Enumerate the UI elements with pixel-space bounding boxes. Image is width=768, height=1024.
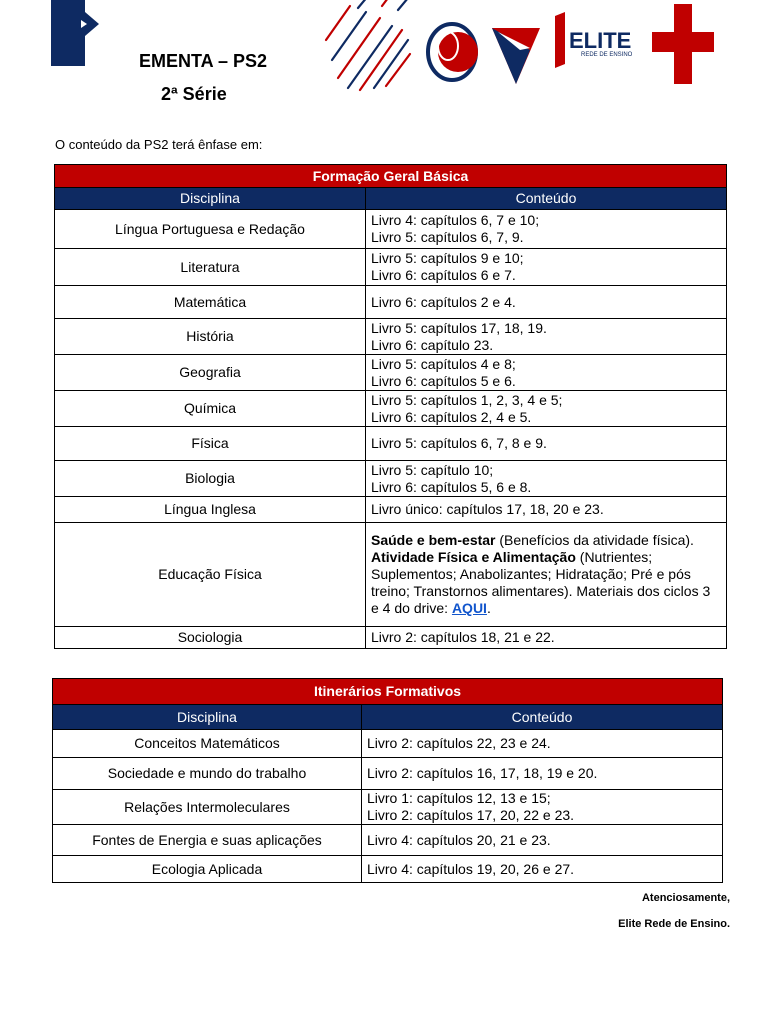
content-line: Livro 6: capítulos 5, 6 e 8. <box>371 478 532 495</box>
formacao-geral-table <box>54 164 727 649</box>
content-cell <box>366 319 727 355</box>
content-line: Livro 4: capítulos 6, 7 e 10; <box>371 212 540 228</box>
content-cell <box>366 427 727 461</box>
content-cell <box>366 461 727 497</box>
content-line: Livro 5: capítulo 10; <box>371 461 494 478</box>
content-cell <box>366 286 727 319</box>
content-line: Livro único: capítulos 17, 18, 20 e 23. <box>371 501 604 517</box>
content-cell <box>362 730 723 758</box>
table-row <box>55 319 727 355</box>
content-line: Livro 6: capítulo 23. <box>371 336 494 353</box>
content-line: Livro 4: capítulos 19, 20, 26 e 27. <box>367 860 575 877</box>
discipline-cell: Relações Intermoleculares <box>53 790 362 825</box>
discipline-cell: Química <box>55 391 366 427</box>
content-cell <box>366 355 727 391</box>
content-cell <box>362 790 723 825</box>
discipline-cell: Biologia <box>55 461 366 497</box>
content-line: Livro 1: capítulos 12, 13 e 15; <box>367 790 551 806</box>
content-cell <box>366 497 727 523</box>
discipline-cell: Conceitos Matemáticos <box>53 730 362 758</box>
discipline-cell: Língua Portuguesa e Redação <box>55 210 366 249</box>
table-row <box>55 391 727 427</box>
content-cell <box>366 391 727 427</box>
table-row <box>53 758 723 790</box>
content-cell: Livro 2: capítulos 18, 21 e 22. <box>366 627 727 649</box>
intro-text: O conteúdo da PS2 terá ênfase em: <box>55 137 263 152</box>
brand-mark-icon <box>51 0 101 66</box>
table-row <box>55 497 727 523</box>
table-row <box>55 355 727 391</box>
content-cell <box>362 856 723 883</box>
itinerarios-table <box>52 678 723 883</box>
content-line: Livro 5: capítulos 9 e 10; <box>371 250 524 266</box>
discipline-cell: Educação Física <box>55 523 366 627</box>
table-band-title: Formação Geral Básica <box>55 165 727 188</box>
punctuation: . <box>486 600 491 616</box>
discipline-cell: Literatura <box>55 249 366 286</box>
decorative-stripes-icon <box>322 0 412 92</box>
content-cell <box>366 249 727 286</box>
table-row <box>55 523 727 627</box>
discipline-cell: Física <box>55 427 366 461</box>
drive-link[interactable]: AQUI <box>451 600 487 616</box>
topic-description: (Benefícios da atividade física). <box>495 532 694 548</box>
topic-description: (Nutrientes; Suplementos; Anabolizantes; Hidratação; Pré e pós treino; Transtornos alimentares). Materiais dos ciclos 3 e 4 do drive: <box>371 549 711 616</box>
discipline-cell: Sociologia <box>55 627 366 649</box>
content-line: Livro 6: capítulos 5 e 6. <box>371 372 516 389</box>
table-row <box>53 790 723 825</box>
discipline-cell: Ecologia Aplicada <box>53 856 362 883</box>
elite-logo-subtext: REDE DE ENSINO <box>581 52 633 58</box>
content-line: Livro 5: capítulos 1, 2, 3, 4 e 5; <box>371 391 563 408</box>
content-cell <box>362 825 723 856</box>
topic-title: Atividade Física e Alimentação <box>371 549 576 565</box>
column-header-content: Conteúdo <box>366 188 727 210</box>
discipline-cell: História <box>55 319 366 355</box>
elite-logo-text: ELITE <box>569 28 632 53</box>
page-title: EMENTA – PS2 <box>139 51 268 71</box>
discipline-cell: Língua Inglesa <box>55 497 366 523</box>
column-header-discipline: Disciplina <box>55 188 366 210</box>
content-line: Livro 5: capítulos 6, 7, 9. <box>371 229 524 245</box>
content-line: Livro 5: capítulos 6, 7, 8 e 9. <box>371 435 547 451</box>
discipline-cell: Geografia <box>55 355 366 391</box>
page-subtitle: 2ª Série <box>161 84 227 104</box>
red-cross-logo-icon <box>652 4 714 84</box>
table-row <box>53 730 723 758</box>
table-row <box>55 461 727 497</box>
triangle-logo-icon <box>490 20 542 86</box>
table-row <box>53 825 723 856</box>
discipline-cell: Sociedade e mundo do trabalho <box>53 758 362 790</box>
table-row <box>55 427 727 461</box>
discipline-cell: Matemática <box>55 286 366 319</box>
content-line: Livro 6: capítulos 2 e 4. <box>371 293 516 310</box>
discipline-cell: Fontes de Energia e suas aplicações <box>53 825 362 856</box>
closing-salutation: Atenciosamente, <box>641 892 730 904</box>
table-row <box>55 249 727 286</box>
column-header-content: Conteúdo <box>362 705 723 730</box>
content-line: Livro 6: capítulos 2, 4 e 5. <box>371 408 532 425</box>
closing-signature: Elite Rede de Ensino. <box>618 918 730 930</box>
table-row <box>55 210 727 249</box>
content-line: Livro 2: capítulos 17, 20, 22 e 23. <box>367 807 575 823</box>
table-band-title: Itinerários Formativos <box>53 679 723 705</box>
elite-logo <box>555 10 641 70</box>
content-cell <box>366 523 727 627</box>
content-line: Livro 2: capítulos 16, 17, 18, 19 e 20. <box>367 765 598 781</box>
content-line: Livro 4: capítulos 20, 21 e 23. <box>367 831 551 848</box>
content-line: Livro 2: capítulos 22, 23 e 24. <box>367 735 551 751</box>
circle-logo-icon <box>422 12 484 84</box>
table-row <box>55 286 727 319</box>
column-header-discipline: Disciplina <box>53 705 362 730</box>
content-line: Livro 5: capítulos 4 e 8; <box>371 355 516 372</box>
content-cell <box>366 210 727 249</box>
table-row <box>55 627 727 649</box>
topic-title: Saúde e bem-estar <box>371 532 496 548</box>
content-cell <box>362 758 723 790</box>
content-line: Livro 5: capítulos 17, 18, 19. <box>371 319 547 336</box>
table-row <box>53 856 723 883</box>
content-line: Livro 6: capítulos 6 e 7. <box>371 267 516 283</box>
